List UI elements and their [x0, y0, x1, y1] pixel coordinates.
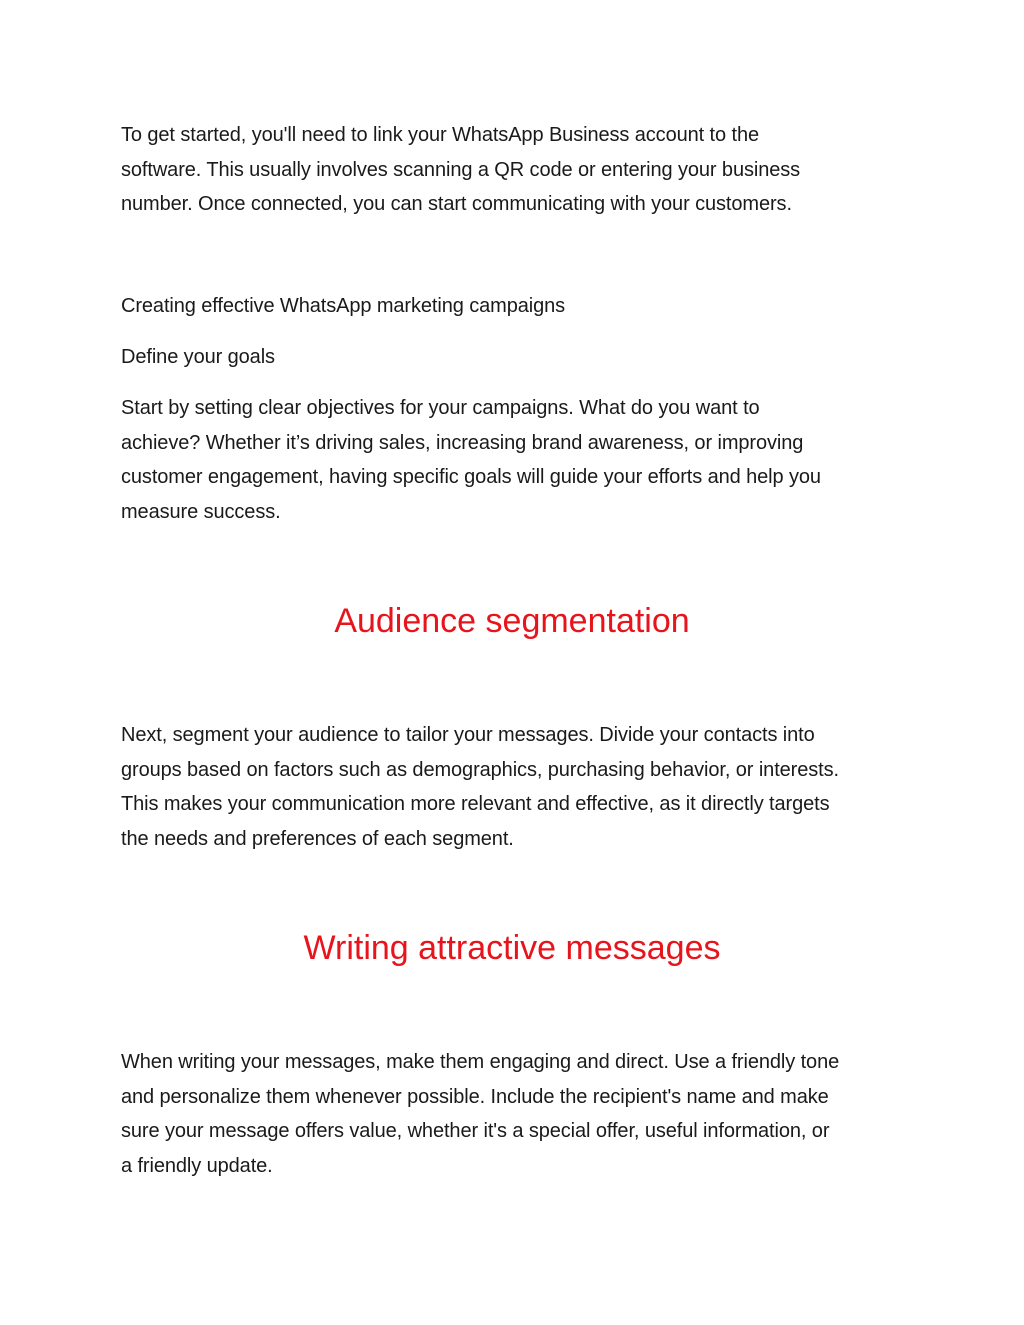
- goals-line-4: measure success.: [121, 500, 281, 523]
- audience-line-2: groups based on factors such as demographics, purchasing behavior, or interests.: [121, 758, 839, 781]
- goals-line-2: achieve? Whether it’s driving sales, increasing brand awareness, or improving: [121, 431, 804, 454]
- writing-line-4: a friendly update.: [121, 1154, 273, 1177]
- goals-paragraph: [121, 391, 911, 529]
- intro-line-1: To get started, you'll need to link your WhatsApp Business account to the: [121, 124, 759, 146]
- goals-line-3: customer engagement, having specific goals will guide your efforts and help you: [121, 466, 821, 488]
- writing-line-1: When writing your messages, make them engaging and direct. Use a friendly tone: [121, 1051, 840, 1073]
- subsection-title: Define your goals: [121, 346, 275, 368]
- audience-line-4: the needs and preferences of each segment.: [121, 827, 514, 850]
- section-title: Creating effective WhatsApp marketing campaigns: [121, 295, 566, 317]
- audience-paragraph: [121, 718, 911, 856]
- intro-paragraph: [121, 118, 911, 222]
- audience-line-3: This makes your communication more relevant and effective, as it directly targets: [121, 793, 830, 815]
- writing-line-2: and personalize them whenever possible. Include the recipient's name and make: [121, 1085, 829, 1108]
- heading-audience-segmentation: Audience segmentation: [334, 602, 690, 640]
- writing-line-3: sure your message offers value, whether it's a special offer, useful information, or: [121, 1120, 830, 1142]
- intro-line-2: software. This usually involves scanning a QR code or entering your business: [121, 158, 801, 181]
- goals-line-1: Start by setting clear objectives for your campaigns. What do you want to: [121, 397, 760, 419]
- audience-line-1: Next, segment your audience to tailor your messages. Divide your contacts into: [121, 724, 815, 746]
- intro-line-3: number. Once connected, you can start communicating with your customers.: [121, 193, 792, 215]
- writing-paragraph: [121, 1045, 911, 1183]
- heading-writing-messages: Writing attractive messages: [303, 929, 721, 967]
